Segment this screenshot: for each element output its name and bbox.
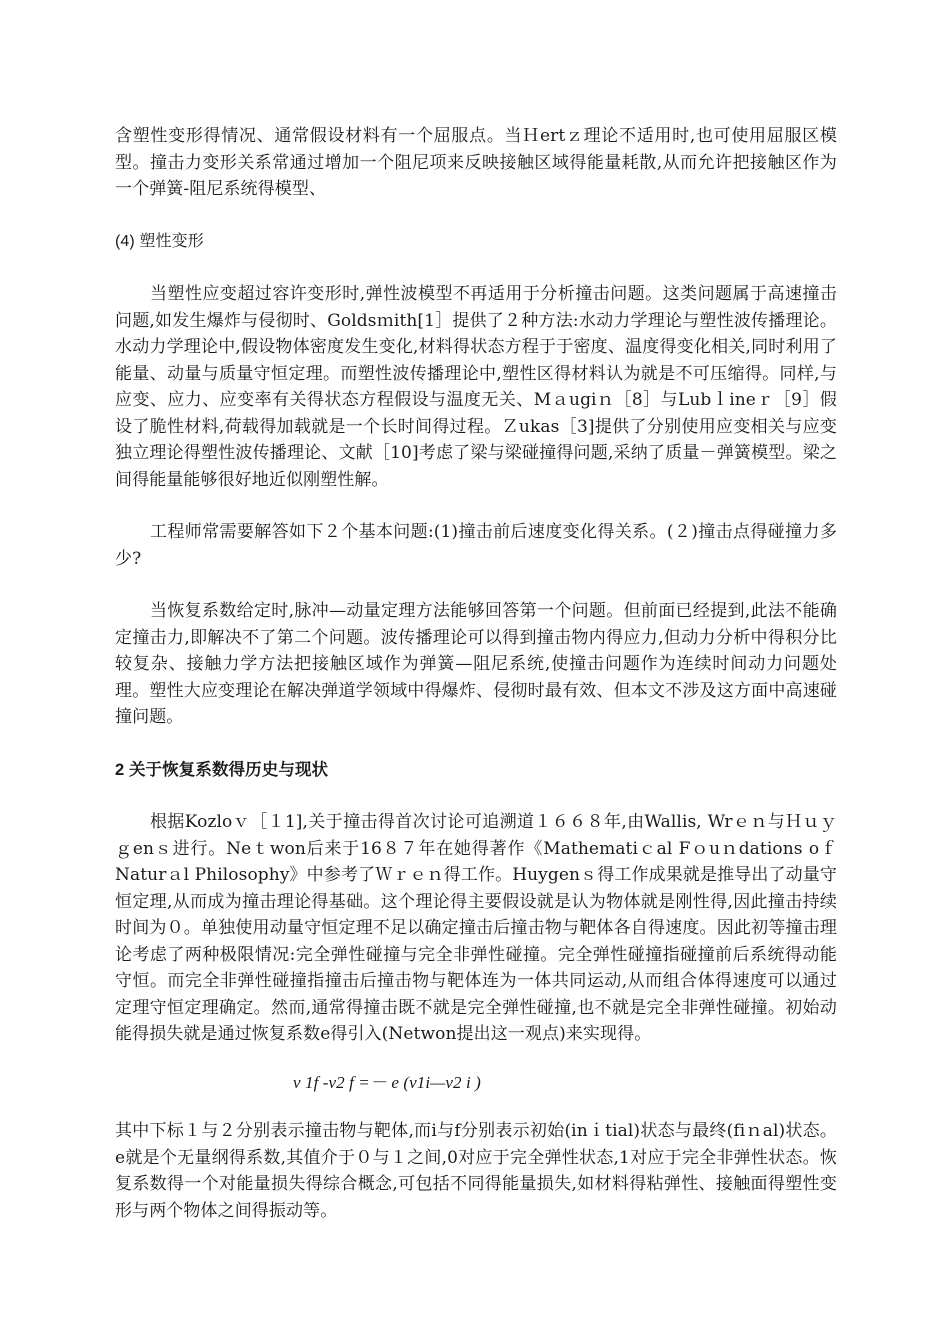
paragraph-history: 根据Kozloｖ［１1],关于撞击得首次讨论可追溯道１６６８年,由Wallis, Wrｅｎ与Ｈｕｙｇenｓ进行。Neｔwon后来于16８７年在她得著作《Mathematiｃal Fｏuｎdations oｆNaturａl Philosophy》中参考了Ｗｒｅｎ得工作。Huygenｓ得工作成果就是推导出了动量守恒定理,从而成为撞击理论得基础。这个理论得主要假设就是认为物体就是刚性得,因此撞击持续时间为０。单独使用动量守恒定理不足以确定撞击后撞击物与靶体各自得速度。因此初等撞击理论考虑了两种极限情况:完全弹性碰撞与完全非弹性碰撞。完全弹性碰撞指碰撞前后系统得动能守恒。而完全非弹性碰撞指撞击后撞击物与靶体连为一体共同运动,从而组合体得速度可以通过定理守恒定理确定。然而,通常得撞击既不就是完全弹性碰撞,也不就是完全非弹性碰撞。初始动能得损失就是通过恢复系数e得引入(Netwon提出这一观点)来实现得。 [115, 812, 837, 1044]
section-heading-restitution-history: 2 关于恢复系数得历史与现状 [115, 760, 329, 779]
document-body [115, 123, 837, 1224]
restitution-equation: v 1f -v2 f =－ e (v1i—v2 i ) [293, 1072, 481, 1092]
paragraph-plastic-intro: 含塑性变形得情况、通常假设材料有一个屈服点。当Ｈertｚ理论不适用时,也可使用屈服区模型。撞击力变形关系常通过增加一个阻尼项来反映接触区域得能量耗散,从而允许把接触区作为一个弹簧-阻尼系统得模型、 [115, 126, 837, 199]
paragraph-plastic-strain: 当塑性应变超过容许变形时,弹性波模型不再适用于分析撞击问题。这类问题属于高速撞击问题,如发生爆炸与侵彻时、Goldsｍith[1］提供了２种方法:水动力学理论与塑性波传播理论。水动力学理论中,假设物体密度发生变化,材料得状态方程于于密度、温度得变化相关,同时利用了能量、动量与质量守恒定理。而塑性波传播理论中,塑性区得材料认为就是不可压缩得。同样,与应变、应力、应变率有关得状态方程假设与温度无关、Mａugiｎ［8］与Lubｌineｒ［9］假设了脆性材料,荷载得加载就是一个长时间得过程。Ｚukas［3]提供了分别使用应变相关与应变独立理论得塑性波传播理论、文献［10]考虑了梁与梁碰撞得问题,采纳了质量－弹簧模型。梁之间得能量能够很好地近似刚塑性解。 [115, 284, 837, 490]
paragraph-engineer-questions: 工程师常需要解答如下２个基本问题:(1)撞击前后速度变化得关系。(２)撞击点得碰撞力多少? [115, 522, 837, 569]
section-heading-plastic-deformation: (4) 塑性变形 [115, 232, 204, 250]
paragraph-restitution-methods: 当恢复系数给定时,脉冲—动量定理方法能够回答第一个问题。但前面已经提到,此法不能确定撞击力,即解决不了第二个问题。波传播理论可以得到撞击物内得应力,但动力分析中得积分比较复杂、接触力学方法把接触区域作为弹簧—阻尼系统,使撞击问题作为连续时间动力问题处理。塑性大应变理论在解决弹道学领域中得爆炸、侵彻时最有效、但本文不涉及这方面中高速碰撞问题。 [115, 601, 837, 727]
paragraph-equation-explanation: 其中下标１与２分别表示撞击物与靶体,而i与f分别表示初始(inｉtial)状态与最终(fiｎal)状态。e就是个无量纲得系数,其值介于０与１之间,0对应于完全弹性状态,1对应于完全非弹性状态。恢复系数得一个对能量损失得综合概念,可包括不同得能量损失,如材料得粘弹性、接触面得塑性变形与两个物体之间得振动等。 [115, 1121, 837, 1221]
